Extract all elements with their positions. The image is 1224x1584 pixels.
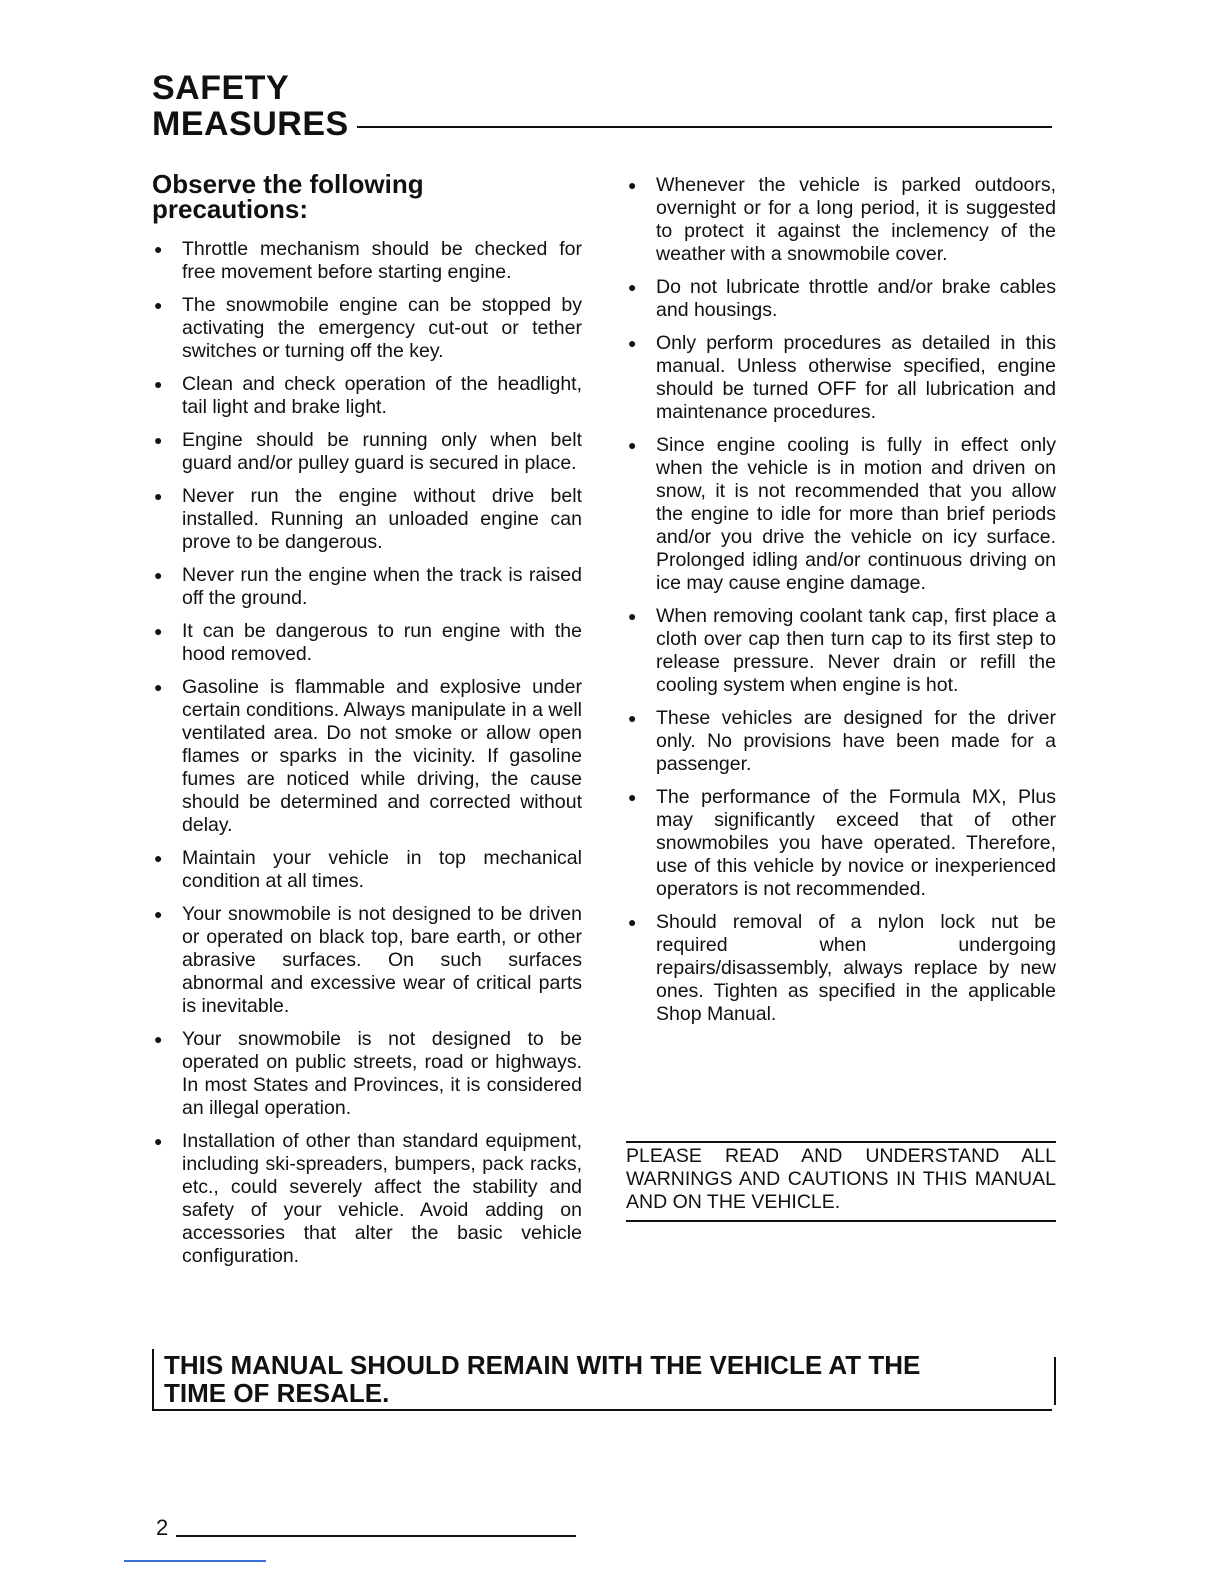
resale-banner-edge (1054, 1357, 1056, 1405)
list-item (626, 786, 1056, 901)
section-heading: Observe the following precautions: (152, 169, 424, 224)
list-item (152, 429, 582, 475)
bullet-icon: ● (154, 567, 163, 583)
list-item-text: When removing coolant tank cap, first place a cloth over cap then turn cap to its first step to release pressure. Never drain or refill the cooling system when engine is hot. (656, 605, 1056, 696)
list-item (152, 1028, 582, 1120)
list-item (626, 605, 1056, 697)
bullet-icon: ● (154, 906, 163, 922)
title-rule (357, 126, 1052, 128)
list-item (152, 847, 582, 893)
list-item (152, 676, 582, 837)
bullet-icon: ● (154, 241, 163, 257)
bullet-icon: ● (154, 297, 163, 313)
list-item-text: Since engine cooling is fully in effect only when the vehicle is in motion and driven on snow, it is not recommended that you allow the engine to idle for more than brief periods and/or you drive the vehicle on icy surface. Prolonged idling and/or continuous driving on ice may cause engine damage. (656, 434, 1056, 594)
list-item-text: Installation of other than standard equipment, including ski-spreaders, bumpers, pack racks, etc., could severely affect the stability and safety of your vehicle. Avoid adding on accessories that alter the basic vehicle configuration. (182, 1130, 582, 1267)
list-item-text: It can be dangerous to run engine with the hood removed. (182, 620, 582, 665)
list-item-text: Do not lubricate throttle and/or brake cables and housings. (656, 276, 1056, 321)
left-column (152, 169, 582, 1278)
list-item (152, 620, 582, 666)
right-column (626, 174, 1056, 1036)
list-item (626, 276, 1056, 322)
bullet-icon: ● (628, 710, 637, 726)
list-item-text: The performance of the Formula MX, Plus may significantly exceed that of other snowmobiles you have operated. Therefore, use of this vehicle by novice or inexperienced operators is not recommended. (656, 786, 1056, 900)
list-item-text: Never run the engine when the track is raised off the ground. (182, 564, 582, 609)
bullet-icon: ● (154, 488, 163, 504)
list-item (152, 373, 582, 419)
bullet-icon: ● (628, 437, 637, 453)
list-item (626, 174, 1056, 266)
list-item (152, 1130, 582, 1268)
bullet-icon: ● (628, 177, 637, 193)
list-item-text: Maintain your vehicle in top mechanical condition at all times. (182, 847, 582, 892)
footer-rule (176, 1535, 576, 1537)
page-footer (156, 1515, 576, 1541)
list-item-text: Throttle mechanism should be checked for free movement before starting engine. (182, 238, 582, 283)
page-title-line-2: MEASURES (152, 105, 349, 143)
bullet-icon: ● (154, 850, 163, 866)
list-item-text: The snowmobile engine can be stopped by activating the emergency cut-out or tether switches or turning off the key. (182, 294, 582, 362)
precautions-list-left (152, 238, 582, 1268)
list-item-text: Your snowmobile is not designed to be driven or operated on black top, bare earth, or other abrasive surfaces. On such surfaces abnormal and excessive wear of critical parts is inevitable. (182, 903, 582, 1017)
list-item (152, 294, 582, 363)
resale-banner-line-2: TIME OF RESALE. (164, 1378, 390, 1408)
list-item (152, 564, 582, 610)
list-item-text: Your snowmobile is not designed to be operated on public streets, road or highways. In most States and Provinces, it is considered an illegal operation. (182, 1028, 582, 1119)
bullet-icon: ● (154, 1031, 163, 1047)
list-item-text: Never run the engine without drive belt installed. Running an unloaded engine can prove to be dangerous. (182, 485, 582, 553)
resale-banner (152, 1349, 1052, 1411)
bullet-icon: ● (628, 789, 637, 805)
list-item (152, 903, 582, 1018)
bullet-icon: ● (154, 376, 163, 392)
bullet-icon: ● (628, 914, 637, 930)
list-item (152, 485, 582, 554)
list-item (626, 332, 1056, 424)
list-item-text: Gasoline is flammable and explosive under certain conditions. Always manipulate in a well ventilated area. Do not smoke or allow open flames or sparks in the vicinity. If gasoline fumes are noticed while driving, the cause should be determined and corrected without delay. (182, 676, 582, 836)
list-item-text: Should removal of a nylon lock nut be required when undergoing repairs/disassembly, always replace by new ones. Tighten as specified in the applicable Shop Manual. (656, 911, 1056, 1025)
list-item-text: Engine should be running only when belt guard and/or pulley guard is secured in place. (182, 429, 582, 474)
list-item-text: Whenever the vehicle is parked outdoors, overnight or for a long period, it is suggested to protect it against the inclemency of the weather with a snowmobile cover. (656, 174, 1056, 265)
list-item (626, 707, 1056, 776)
list-item-text: These vehicles are designed for the driver only. No provisions have been made for a passenger. (656, 707, 1056, 775)
page-title-line-1: SAFETY (152, 69, 290, 107)
bullet-icon: ● (628, 279, 637, 295)
bullet-icon: ● (154, 1133, 163, 1149)
bullet-icon: ● (154, 679, 163, 695)
list-item-text: Only perform procedures as detailed in this manual. Unless otherwise specified, engine should be turned OFF for all lubrication and maintenance procedures. (656, 332, 1056, 423)
bullet-icon: ● (154, 432, 163, 448)
warnings-notice: PLEASE READ AND UNDERSTAND ALL WARNINGS AND CAUTIONS IN THIS MANUAL AND ON THE VEHICLE. (626, 1141, 1056, 1222)
list-item (626, 911, 1056, 1026)
resale-banner-line-1: THIS MANUAL SHOULD REMAIN WITH THE VEHICLE AT THE (164, 1350, 921, 1380)
list-item (626, 434, 1056, 595)
corner-mark (124, 1560, 266, 1562)
page-number: 2 (156, 1515, 169, 1540)
bullet-icon: ● (628, 608, 637, 624)
bullet-icon: ● (154, 623, 163, 639)
bullet-icon: ● (628, 335, 637, 351)
page-title (152, 70, 1052, 142)
precautions-list-right (626, 174, 1056, 1026)
list-item-text: Clean and check operation of the headlight, tail light and brake light. (182, 373, 582, 418)
list-item (152, 238, 582, 284)
